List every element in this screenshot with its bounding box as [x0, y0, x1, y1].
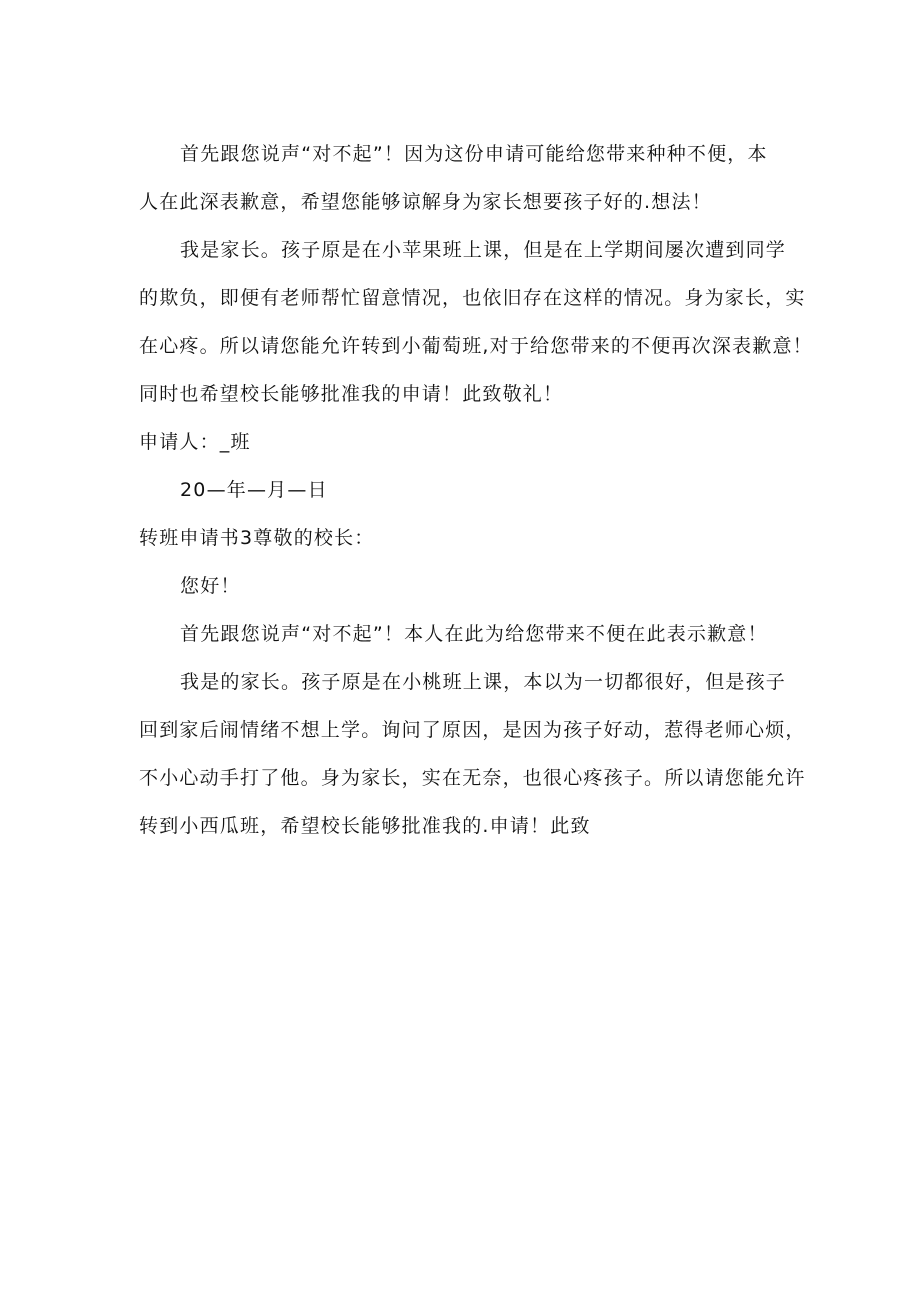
paragraph-line-12: 我是的家长。孩子原是在小桃班上课，本以为一切都很好，但是孩子	[180, 671, 787, 693]
paragraph-line-6: 同时也希望校长能够批准我的申请！此致敬礼！	[139, 383, 564, 405]
paragraph-line-5: 在心疼。所以请您能允许转到小葡萄班,对于给您带来的不便再次深表歉意！	[139, 335, 813, 357]
paragraph-line-1: 首先跟您说声“对不起”！因为这份申请可能给您带来种种不便，本	[180, 143, 768, 165]
paragraph-line-3: 我是家长。孩子原是在小苹果班上课，但是在上学期间屡次遭到同学	[180, 239, 787, 261]
date-line: 20—年—月—日	[180, 479, 328, 501]
paragraph-line-2: 人在此深表歉意，希望您能够谅解身为家长想要孩子好的.想法！	[139, 191, 712, 213]
applicant-line: 申请人：_班	[139, 431, 251, 453]
paragraph-line-4: 的欺负，即便有老师帮忙留意情况，也依旧存在这样的情况。身为家长，实	[139, 287, 806, 309]
paragraph-line-13: 回到家后闹情绪不想上学。询问了原因，是因为孩子好动，惹得老师心烦，	[139, 719, 806, 741]
paragraph-line-15: 转到小西瓜班，希望校长能够批准我的.申请！此致	[139, 815, 591, 837]
paragraph-line-11: 首先跟您说声“对不起”！本人在此为给您带来不便在此表示歉意！	[180, 623, 768, 645]
greeting-line: 您好！	[180, 575, 241, 597]
heading-line: 转班申请书3尊敬的校长：	[139, 527, 375, 549]
paragraph-line-14: 不小心动手打了他。身为家长，实在无奈，也很心疼孩子。所以请您能允许	[139, 767, 806, 789]
